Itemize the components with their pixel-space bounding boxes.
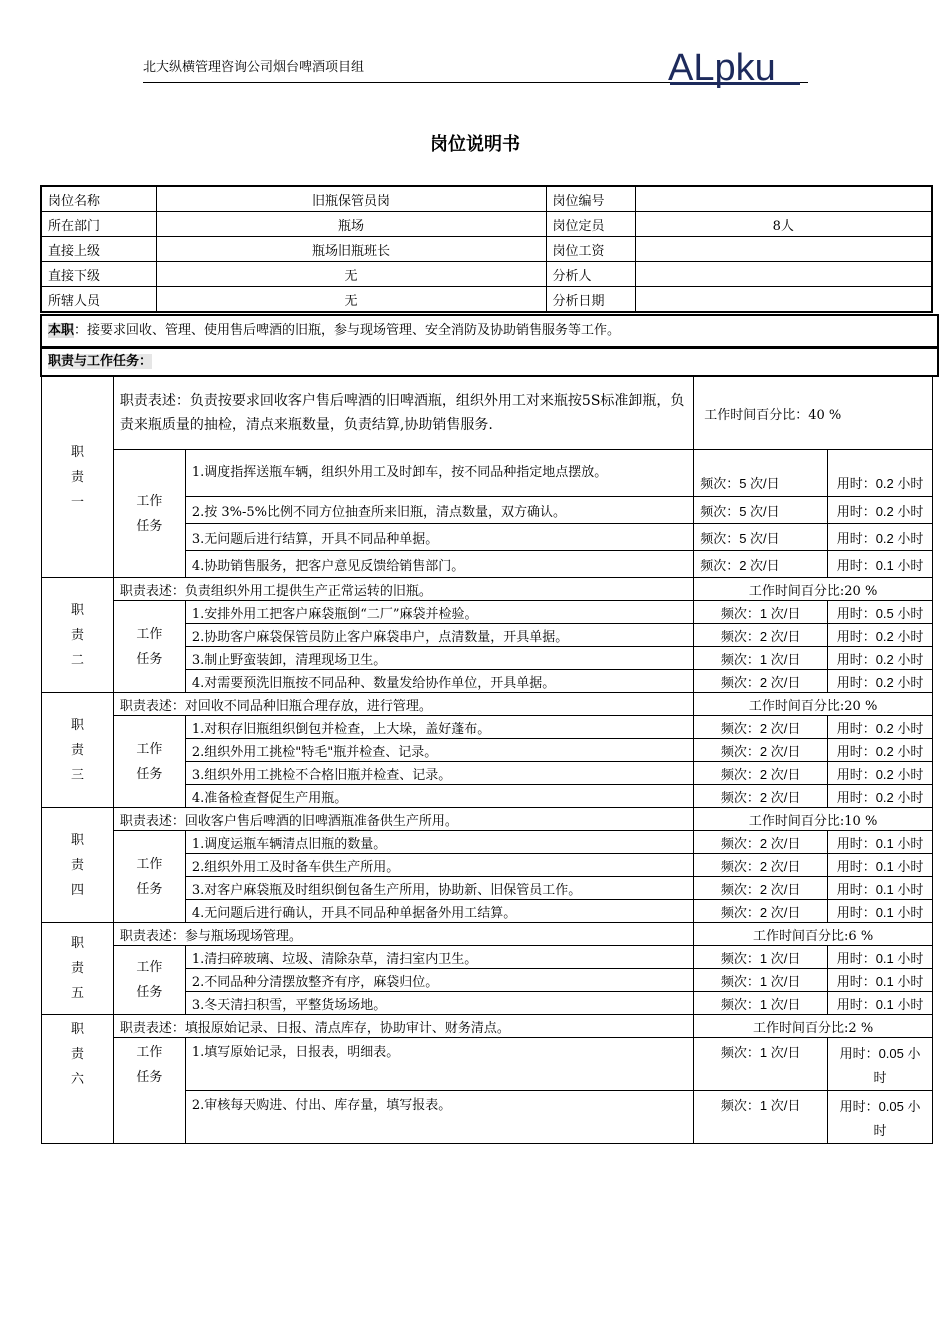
task-frequency: 频次：1 次/日: [694, 992, 828, 1015]
info-label: 岗位名称: [41, 186, 156, 212]
duty-name: 职 责 一: [42, 377, 114, 578]
info-label: 岗位工资: [546, 237, 635, 262]
summary-text: ：接要求回收、管理、使用售后啤酒的旧瓶，参与现场管理、安全消防及协助销售服务等工作。: [74, 323, 621, 338]
task-row: [42, 716, 933, 739]
duty-description: 职责表述：填报原始记录、日报、清点库存，协助审计、财务清点。: [113, 1015, 693, 1038]
task-frequency: 频次：5 次/日: [694, 450, 828, 497]
summary-label: 本职: [48, 323, 75, 338]
task-row: [42, 1038, 933, 1091]
task-text: 4.对需要预洗旧瓶按不同品种、数量发给协作单位，开具单据。: [185, 670, 693, 693]
task-label: 工作 任务: [113, 450, 185, 578]
task-text: 3.冬天清扫积雪，平整货场场地。: [185, 992, 693, 1015]
task-frequency: 频次：1 次/日: [694, 1091, 828, 1144]
task-time: 用时：0.1 小时: [828, 877, 933, 900]
info-value: 8人: [635, 212, 932, 237]
task-frequency: 频次：2 次/日: [694, 785, 828, 808]
info-value: [635, 186, 932, 212]
task-text: 2.组织外用工挑检"特毛"瓶并检查、记录。: [185, 739, 693, 762]
task-time: 用时：0.1 小时: [828, 551, 933, 578]
info-row: [41, 186, 932, 212]
info-label: 分析日期: [546, 287, 635, 313]
task-frequency: 频次：2 次/日: [694, 877, 828, 900]
duty-desc-row: [42, 578, 933, 601]
duty-description: 职责表述：回收客户售后啤酒的旧啤酒瓶准备供生产所用。: [113, 808, 693, 831]
duty-desc-row: [42, 1015, 933, 1038]
info-label: 所在部门: [41, 212, 156, 237]
task-time: 用时：0.2 小时: [828, 716, 933, 739]
alpku-logo: [666, 44, 806, 96]
duty-name: 职 责 三: [42, 693, 114, 808]
duty-desc-row: [42, 377, 933, 450]
task-row: [42, 831, 933, 854]
duties-table: [41, 376, 933, 1144]
info-row: [41, 212, 932, 237]
task-frequency: 频次：1 次/日: [694, 601, 828, 624]
task-frequency: 频次：1 次/日: [694, 1038, 828, 1091]
duty-time-percent: 工作时间百分比：40 %: [694, 377, 933, 450]
task-time: 用时：0.1 小时: [828, 946, 933, 969]
info-label: 所辖人员: [41, 287, 156, 313]
info-value: [635, 237, 932, 262]
task-frequency: 频次：2 次/日: [694, 739, 828, 762]
basic-info-table: [40, 185, 933, 313]
task-row: [42, 946, 933, 969]
info-row: [41, 237, 932, 262]
task-text: 4.协助销售服务，把客户意见反馈给销售部门。: [185, 551, 693, 578]
info-label: 分析人: [546, 262, 635, 287]
task-time: 用时：0.5 小时: [828, 601, 933, 624]
task-label: 工作 任务: [113, 601, 185, 693]
info-value: [635, 262, 932, 287]
task-frequency: 频次：2 次/日: [694, 551, 828, 578]
duty-desc-row: [42, 808, 933, 831]
duty-description: 职责表述：负责组织外用工提供生产正常运转的旧瓶。: [113, 578, 693, 601]
task-time: 用时：0.1 小时: [828, 969, 933, 992]
duty-desc-row: [42, 923, 933, 946]
info-value: [635, 287, 932, 313]
task-text: 3.对客户麻袋瓶及时组织倒包备生产所用，协助新、旧保管员工作。: [185, 877, 693, 900]
task-frequency: 频次：1 次/日: [694, 969, 828, 992]
task-row: [42, 601, 933, 624]
info-row: [41, 262, 932, 287]
duty-name: 职 责 五: [42, 923, 114, 1015]
info-value: 旧瓶保管员岗: [156, 186, 546, 212]
task-text: 3.制止野蛮装卸，清理现场卫生。: [185, 647, 693, 670]
task-text: 2.协助客户麻袋保管员防止客户麻袋串户，点清数量，开具单据。: [185, 624, 693, 647]
task-frequency: 频次：2 次/日: [694, 854, 828, 877]
duty-description: 职责表述：对回收不同品种旧瓶合理存放，进行管理。: [113, 693, 693, 716]
duty-time-percent: 工作时间百分比:6 %: [694, 923, 933, 946]
duty-time-percent: 工作时间百分比:10 %: [694, 808, 933, 831]
task-frequency: 频次：2 次/日: [694, 670, 828, 693]
duty-description: 职责表述：负责按要求回收客户售后啤酒的旧啤酒瓶，组织外用工对来瓶按5S标准卸瓶，负责来瓶质量的抽检，清点来瓶数量，负责结算,协助销售服务.: [113, 377, 693, 450]
task-frequency: 频次：5 次/日: [694, 524, 828, 551]
task-text: 2.不同品种分清摆放整齐有序，麻袋归位。: [185, 969, 693, 992]
task-time: 用时：0.2 小时: [828, 624, 933, 647]
info-label: 岗位编号: [546, 186, 635, 212]
task-text: 3.组织外用工挑检不合格旧瓶并检查、记录。: [185, 762, 693, 785]
task-row: [42, 450, 933, 497]
task-text: 2.按 3%-5%比例不同方位抽查所来旧瓶，清点数量，双方确认。: [185, 497, 693, 524]
duty-desc-row: [42, 693, 933, 716]
task-time: 用时：0.2 小时: [828, 497, 933, 524]
task-text: 4.准备检查督促生产用瓶。: [185, 785, 693, 808]
task-text: 1.对积存旧瓶组织倒包并检查，上大垛，盖好蓬布。: [185, 716, 693, 739]
duty-name: 职 责 四: [42, 808, 114, 923]
task-frequency: 频次：2 次/日: [694, 624, 828, 647]
info-label: 直接上级: [41, 237, 156, 262]
task-time: 用时：0.2 小时: [828, 785, 933, 808]
task-frequency: 频次：2 次/日: [694, 831, 828, 854]
task-time: 用时：0.2 小时: [828, 524, 933, 551]
info-value: 瓶场: [156, 212, 546, 237]
page-title: 岗位说明书: [430, 134, 520, 155]
task-text: 1.调度运瓶车辆清点旧瓶的数量。: [185, 831, 693, 854]
task-time: 用时：0.2 小时: [828, 762, 933, 785]
task-text: 1.清扫碎玻璃、垃圾、清除杂草，清扫室内卫生。: [185, 946, 693, 969]
header-company: 北大纵横管理咨询公司烟台啤酒项目组: [143, 60, 365, 75]
task-time: 用时：0.1 小时: [828, 831, 933, 854]
task-time: 用时：0.1 小时: [828, 854, 933, 877]
task-text: 2.审核每天购进、付出、库存量，填写报表。: [185, 1091, 693, 1144]
duty-description: 职责表述：参与瓶场现场管理。: [113, 923, 693, 946]
task-label: 工作 任务: [113, 831, 185, 923]
task-label: 工作 任务: [113, 946, 185, 1015]
task-time: 用时：0.2 小时: [828, 450, 933, 497]
info-value: 瓶场旧瓶班长: [156, 237, 546, 262]
duty-name: 职 责 六: [42, 1015, 114, 1144]
duty-name: 职 责 二: [42, 578, 114, 693]
task-time: 用时：0.05 小时: [828, 1091, 933, 1144]
task-text: 1.安排外用工把客户麻袋瓶倒“二厂”麻袋并检验。: [185, 601, 693, 624]
task-frequency: 频次：2 次/日: [694, 762, 828, 785]
svg-text:ALpku: ALpku: [668, 47, 776, 89]
task-text: 1.填写原始记录，日报表，明细表。: [185, 1038, 693, 1091]
duty-time-percent: 工作时间百分比:20 %: [694, 693, 933, 716]
task-time: 用时：0.1 小时: [828, 900, 933, 923]
task-time: 用时：0.2 小时: [828, 739, 933, 762]
task-text: 4.无问题后进行确认，开具不同品种单据备外用工结算。: [185, 900, 693, 923]
task-time: 用时：0.1 小时: [828, 992, 933, 1015]
info-label: 岗位定员: [546, 212, 635, 237]
info-value: 无: [156, 262, 546, 287]
task-frequency: 频次：1 次/日: [694, 647, 828, 670]
task-frequency: 频次：5 次/日: [694, 497, 828, 524]
duty-time-percent: 工作时间百分比:20 %: [694, 578, 933, 601]
task-frequency: 频次：2 次/日: [694, 716, 828, 739]
info-label: 直接下级: [41, 262, 156, 287]
duties-heading: 职责与工作任务：: [40, 347, 939, 377]
task-frequency: 频次：1 次/日: [694, 946, 828, 969]
task-label: 工作 任务: [113, 716, 185, 808]
info-row: [41, 287, 932, 313]
task-label: 工作 任务: [113, 1038, 185, 1144]
task-time: 用时：0.05 小时: [828, 1038, 933, 1091]
info-value: 无: [156, 287, 546, 313]
task-text: 1.调度指挥送瓶车辆，组织外用工及时卸车，按不同品种指定地点摆放。: [185, 450, 693, 497]
duty-time-percent: 工作时间百分比:2 %: [694, 1015, 933, 1038]
task-text: 3.无问题后进行结算，开具不同品种单据。: [185, 524, 693, 551]
task-frequency: 频次：2 次/日: [694, 900, 828, 923]
job-summary: [40, 314, 939, 348]
task-text: 2.组织外用工及时备车供生产所用。: [185, 854, 693, 877]
task-time: 用时：0.2 小时: [828, 670, 933, 693]
task-time: 用时：0.2 小时: [828, 647, 933, 670]
